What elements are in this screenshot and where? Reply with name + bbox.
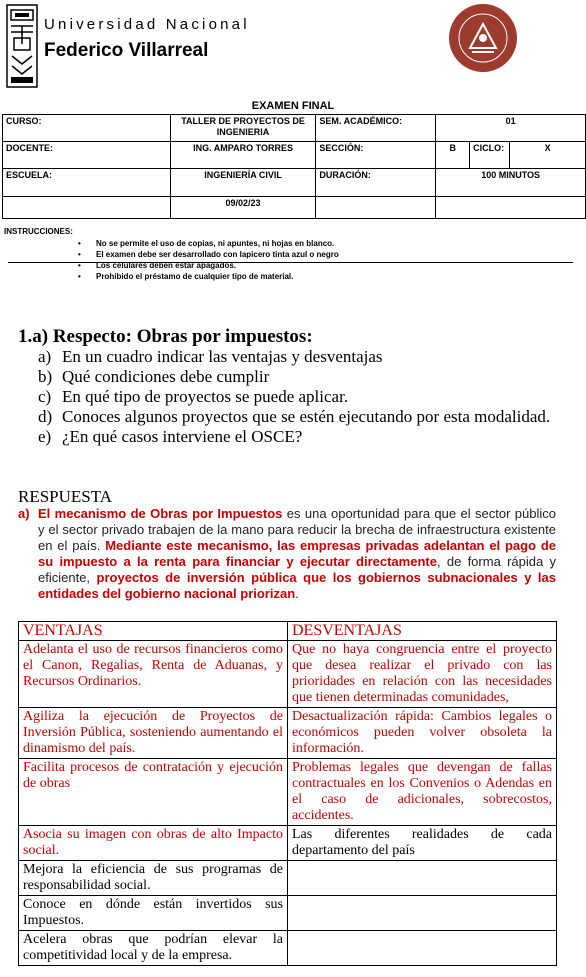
- value-escuela: INGENIERÍA CIVIL: [170, 169, 316, 197]
- header-ventajas: VENTAJAS: [19, 622, 288, 641]
- exam-info-table: [2, 114, 586, 219]
- value-curso: TALLER DE PROYECTOS DE INGENIERIA: [170, 115, 316, 142]
- university-name-line1: Universidad Nacional: [44, 16, 250, 33]
- desventaja-cell: [288, 931, 557, 966]
- ventaja-cell: Conoce en dónde están invertidos sus Impuestos.: [19, 896, 288, 931]
- desventaja-cell: Que no haya congruencia entre el proyecto que desea realizar el privado con las prioridades en relación con las necesidades que tienen determinadas comunidades,: [288, 641, 557, 708]
- label-sem-academico: SEM. ACADÉMICO:: [316, 115, 436, 142]
- value-seccion: B: [436, 142, 470, 169]
- table-row: [19, 759, 557, 826]
- question-item: c) En qué tipo de proyectos se puede aplicar.: [38, 387, 349, 406]
- instruction-item: • El examen debe ser desarrollado con lapicero tinta azul o negro: [78, 250, 339, 259]
- desventaja-cell: Desactualización rápida: Cambios legales o económicos pueden volver obsoleta la información.: [288, 708, 557, 759]
- empty-cell: [3, 197, 171, 219]
- divider-line: [8, 262, 573, 263]
- table-row: [19, 641, 557, 708]
- table-row: [19, 931, 557, 966]
- question-item: d) Conoces algunos proyectos que se estén ejecutando por esta modalidad.: [38, 407, 551, 426]
- answer-title: RESPUESTA: [18, 487, 113, 506]
- ventaja-cell: Acelera obras que podrían elevar la competitividad local y de la empresa.: [19, 931, 288, 966]
- label-docente: DOCENTE:: [3, 142, 171, 169]
- value-sem-academico: 01: [436, 115, 586, 142]
- exam-title: EXAMEN FINAL: [251, 100, 335, 112]
- university-crest-logo: [6, 4, 38, 88]
- question-item: a) En un cuadro indicar las ventajas y desventajas: [38, 347, 383, 366]
- label-curso: CURSO:: [3, 115, 171, 142]
- table-row: [19, 708, 557, 759]
- ventajas-desventajas-table: [18, 621, 557, 966]
- question-item: b) Qué condiciones debe cumplir: [38, 367, 270, 386]
- instruction-item: • No se permite el uso de copias, ni apuntes, ni hojas en blanco.: [78, 239, 335, 248]
- value-duracion: 100 MINUTOS: [436, 169, 586, 197]
- ventaja-cell: Mejora la eficiencia de sus programas de responsabilidad social.: [19, 861, 288, 896]
- label-ciclo: CICLO:: [470, 142, 510, 169]
- question-item: e) ¿En qué casos interviene el OSCE?: [38, 427, 303, 446]
- instruction-item: • Los celulares deben estar apagados.: [78, 261, 237, 270]
- ventaja-cell: Adelanta el uso de recursos financieros como el Canon, Regalias, Renta de Aduanas, y Recursos Ordinarios.: [19, 641, 288, 708]
- value-docente: ING. AMPARO TORRES: [170, 142, 316, 169]
- question-items-list: [38, 347, 556, 447]
- instructions-list: [78, 238, 378, 282]
- header-desventajas: DESVENTAJAS: [288, 622, 557, 641]
- desventaja-cell: Problemas legales que devengan de fallas contractuales en los Convenios o Adendas en el caso de adicionales, sobrecostos, accidentes.: [288, 759, 557, 826]
- bullet-icon: •: [78, 272, 81, 281]
- desventaja-cell: Las diferentes realidades de cada departamento del país: [288, 826, 557, 861]
- table-row: [19, 896, 557, 931]
- label-escuela: ESCUELA:: [3, 169, 171, 197]
- desventaja-cell: [288, 861, 557, 896]
- table-row: [19, 861, 557, 896]
- answer-letter: a): [18, 506, 30, 521]
- bullet-icon: •: [78, 250, 81, 259]
- civil-engineering-seal-logo: [442, 2, 524, 74]
- bullet-icon: •: [78, 239, 81, 248]
- label-duracion: DURACIÓN:: [316, 169, 436, 197]
- ventaja-cell: Asocia su imagen con obras de alto Impacto social.: [19, 826, 288, 861]
- bullet-icon: •: [78, 261, 81, 270]
- question-title: 1.a) Respecto: Obras por impuestos:: [18, 326, 313, 347]
- university-name-line2: Federico Villarreal: [44, 40, 209, 61]
- empty-cell: [316, 197, 436, 219]
- answer-paragraph: a) El mecanismo de Obras por Impuestos es una oportunidad para que el sector público y el sector privado trabajen de la mano para reducir la brecha de infraestructura existente en el país. Mediante este mecanismo, las empresas privadas adelantan el pago de su impuesto a la renta para financiar y ejecutar directamente, de forma rápida y eficiente, proyectos de inversión pública que los gobiernos subnacionales y las entidades del gobierno nacional priorizan.: [18, 506, 556, 601]
- instructions-title: INSTRUCCIONES:: [4, 227, 73, 236]
- instruction-item: • Prohibido el préstamo de cualquier tipo de material.: [78, 272, 294, 281]
- label-seccion: SECCIÓN:: [316, 142, 436, 169]
- value-ciclo: X: [510, 142, 586, 169]
- ventaja-cell: Facilita procesos de contratación y ejecución de obras: [19, 759, 288, 826]
- value-fecha: 09/02/23: [170, 197, 316, 219]
- table-row: [19, 826, 557, 861]
- empty-cell: [436, 197, 586, 219]
- desventaja-cell: [288, 896, 557, 931]
- ventaja-cell: Agiliza la ejecución de Proyectos de Inversión Pública, sosteniendo aumentando el dinamismo del país.: [19, 708, 288, 759]
